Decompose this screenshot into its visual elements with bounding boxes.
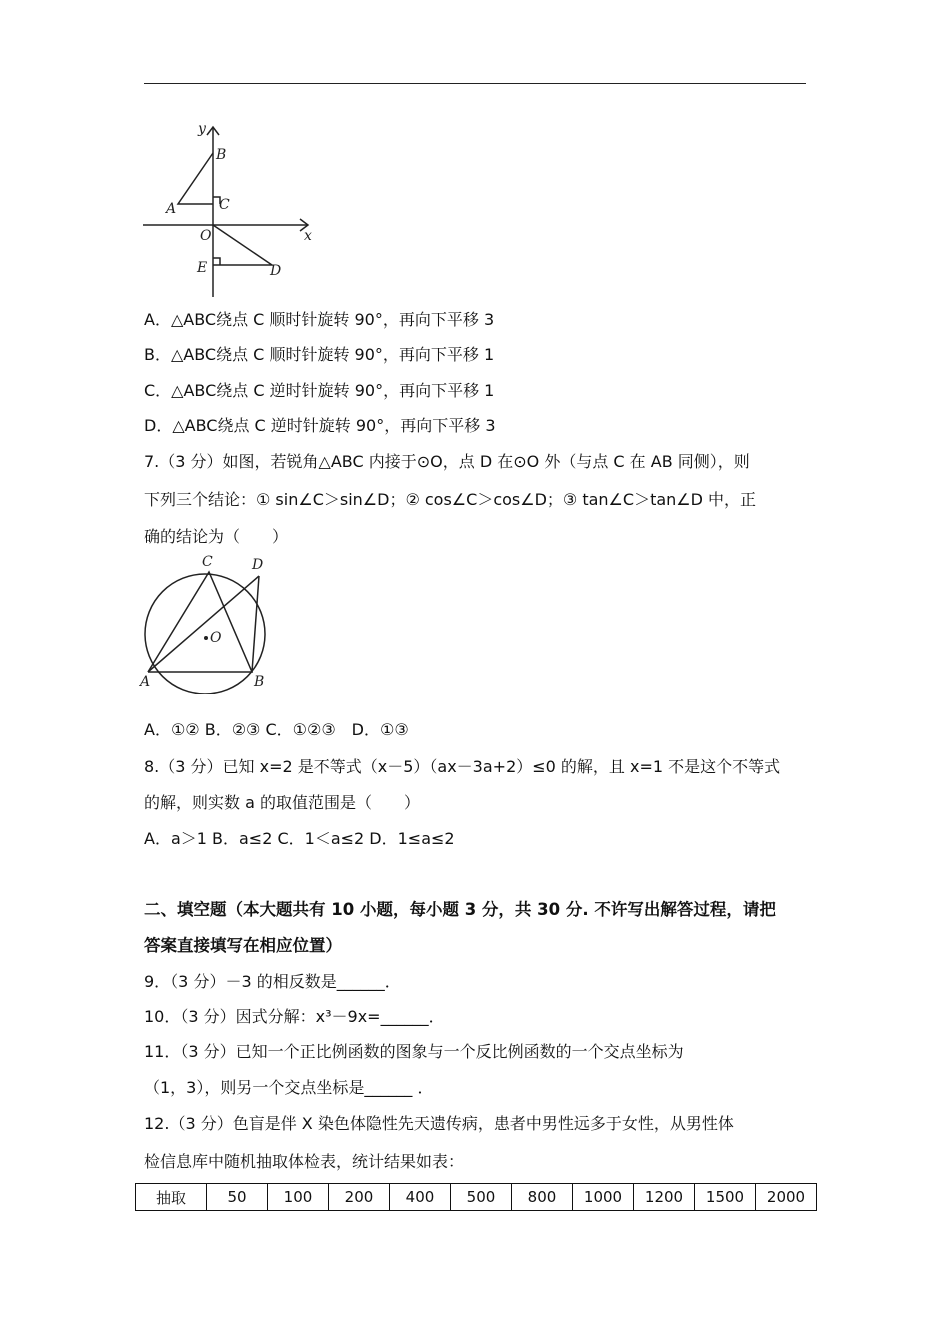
right-angle-e: [213, 258, 220, 265]
label-c: C: [202, 554, 213, 570]
q8-line-2: 的解，则实数 a 的取值范围是（ ）: [144, 793, 420, 812]
q6-option-d: D．△ABC绕点 C 逆时针旋转 90°，再向下平移 3: [144, 416, 496, 435]
label-e: E: [197, 260, 208, 276]
sample-table: [135, 1183, 817, 1211]
q6-option-a: A．△ABC绕点 C 顺时针旋转 90°，再向下平移 3: [144, 310, 495, 329]
table-cell: 1000: [573, 1184, 634, 1211]
q7-options: A．①② B．②③ C．①②③ D．①③: [144, 720, 409, 739]
q11-line-1: 11．（3 分）已知一个正比例函数的图象与一个反比例函数的一个交点坐标为: [144, 1042, 684, 1061]
table-cell: 1200: [634, 1184, 695, 1211]
label-o: O: [210, 630, 222, 646]
label-b: B: [216, 147, 227, 163]
label-d: D: [252, 557, 264, 573]
section2-heading-1: 二、填空题（本大题共有 10 小题，每小题 3 分，共 30 分. 不许写出解答过程，请把: [144, 900, 776, 919]
triangle-ode: [213, 225, 272, 265]
q9: 9．（3 分）－3 的相反数是______．: [144, 972, 401, 991]
center-dot: [204, 636, 208, 640]
q7-line-3: 确的结论为（ ）: [144, 527, 289, 546]
segment-bd: [252, 576, 259, 672]
table-cell: 1500: [695, 1184, 756, 1211]
triangle-abc: [178, 153, 213, 204]
table-cell: 400: [390, 1184, 451, 1211]
table-cell: 200: [329, 1184, 390, 1211]
label-y: y: [198, 121, 206, 137]
table-cell: 50: [207, 1184, 268, 1211]
table-header-cell: 抽取: [136, 1184, 207, 1211]
label-b: B: [254, 674, 265, 690]
header-rule: [144, 83, 806, 84]
q12-line-2: 检信息库中随机抽取体检表，统计结果如表：: [144, 1152, 465, 1171]
triangle-abc: [148, 572, 252, 672]
table-row: [136, 1184, 817, 1211]
section2-heading-2: 答案直接填写在相应位置）: [144, 936, 342, 955]
q12-line-1: 12.（3 分）色盲是伴 X 染色体隐性先天遗传病，患者中男性远多于女性，从男性体: [144, 1114, 734, 1133]
label-c: C: [219, 197, 230, 213]
q10: 10．（3 分）因式分解：x³－9x=______．: [144, 1007, 445, 1026]
label-d: D: [270, 263, 282, 279]
table-cell: 500: [451, 1184, 512, 1211]
label-a: A: [166, 201, 177, 217]
label-o: O: [200, 228, 212, 244]
q7-line-1: 7.（3 分）如图，若锐角△ABC 内接于⊙O，点 D 在⊙O 外（与点 C 在 AB 同侧），则: [144, 452, 750, 471]
circle-figure: [138, 554, 278, 694]
q6-option-c: C．△ABC绕点 C 逆时针旋转 90°，再向下平移 1: [144, 381, 495, 400]
q11-line-2: （1，3），则另一个交点坐标是______ ．: [144, 1078, 434, 1097]
table-cell: 2000: [756, 1184, 817, 1211]
table-cell: 800: [512, 1184, 573, 1211]
coordinate-figure: [140, 115, 330, 300]
q7-line-2: 下列三个结论：① sin∠C＞sin∠D；② cos∠C＞cos∠D；③ tan∠C＞tan∠D 中，正: [144, 490, 757, 509]
q8-line-1: 8.（3 分）已知 x=2 是不等式（x－5）（ax－3a+2）≤0 的解，且 x=1 不是这个不等式: [144, 757, 781, 776]
q8-options: A．a＞1 B．a≤2 C．1＜a≤2 D．1≤a≤2: [144, 829, 455, 848]
circle-o: [145, 574, 265, 694]
table-cell: 100: [268, 1184, 329, 1211]
label-a: A: [140, 674, 151, 690]
label-x: x: [304, 228, 312, 244]
q6-option-b: B．△ABC绕点 C 顺时针旋转 90°，再向下平移 1: [144, 345, 495, 364]
